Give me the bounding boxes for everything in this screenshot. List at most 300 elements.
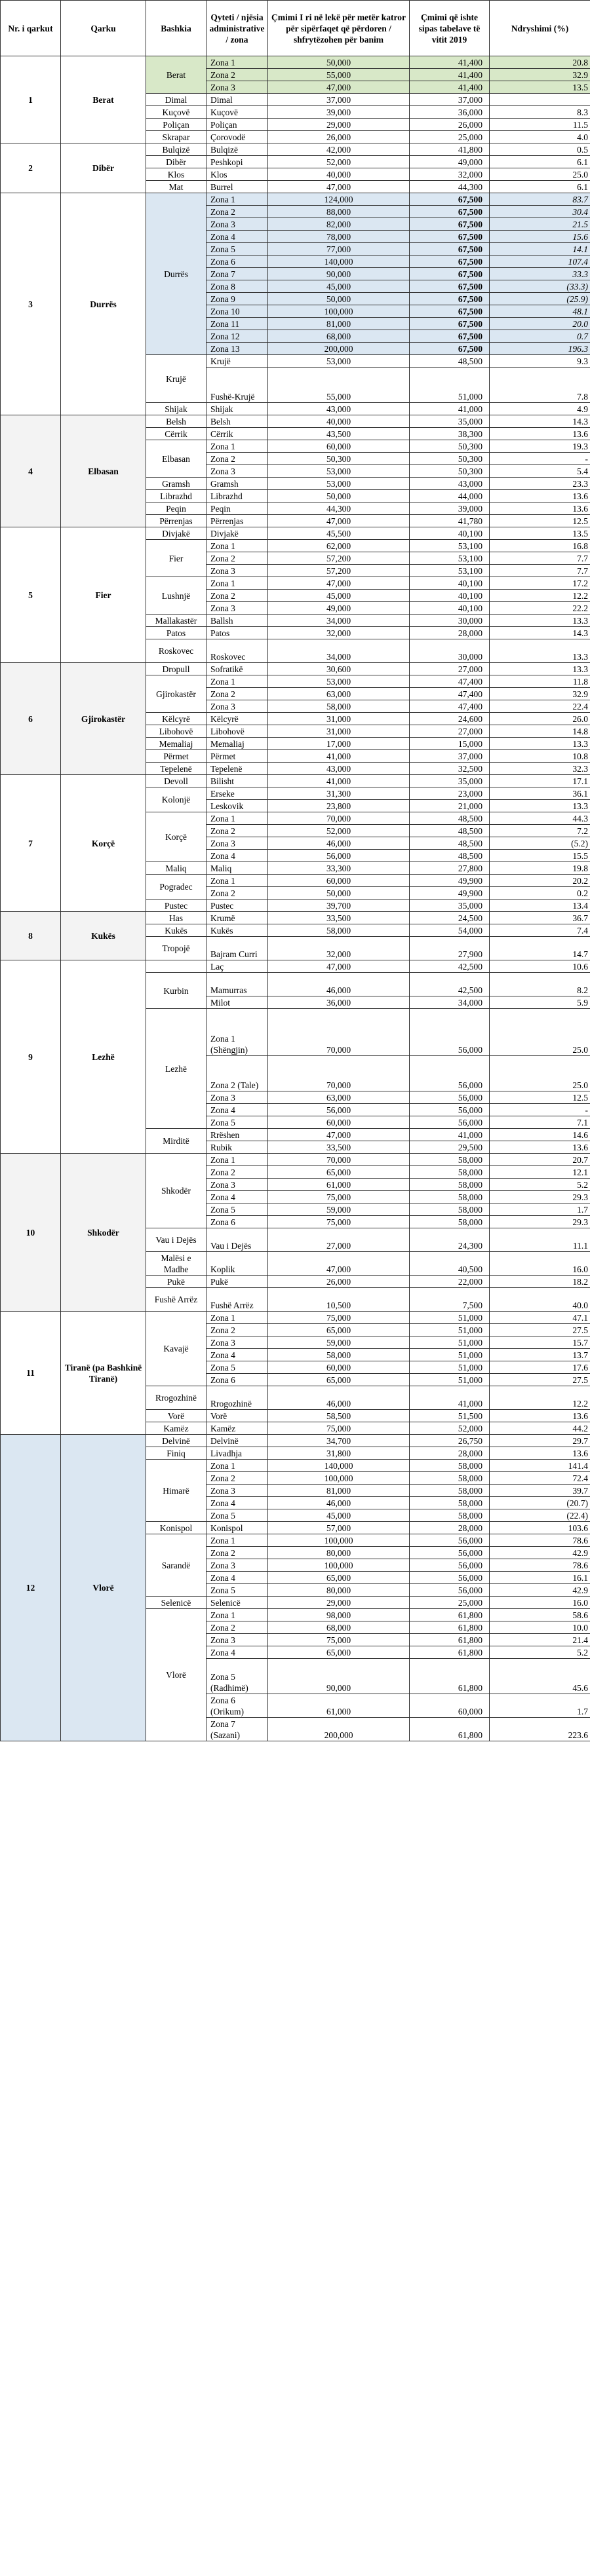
old-price: 56,000 (410, 1559, 490, 1572)
zone-name: Zona 2 (206, 1621, 268, 1634)
change-percent: 14.7 (490, 937, 590, 960)
zone-name: Librazhd (206, 490, 268, 502)
new-price: 75,000 (268, 1312, 410, 1324)
new-price: 59,000 (268, 1203, 410, 1216)
change-percent: 4.9 (490, 403, 590, 415)
change-percent: 13.6 (490, 428, 590, 440)
qark-name: Korçë (61, 775, 146, 912)
municipality-name: Shkodër (146, 1154, 206, 1228)
old-price: 27,000 (410, 663, 490, 675)
old-price: 27,900 (410, 937, 490, 960)
new-price: 65,000 (268, 1166, 410, 1179)
zone-name: Krumë (206, 912, 268, 924)
zone-name: Zona 5 (206, 1203, 268, 1216)
zone-name: Zona 1 (206, 193, 268, 206)
new-price: 23,800 (268, 800, 410, 812)
old-price: 56,000 (410, 1547, 490, 1559)
change-percent: 17.2 (490, 577, 590, 590)
zone-name: Rrëshen (206, 1129, 268, 1141)
municipality-name: Kavajë (146, 1312, 206, 1386)
old-price: 40,100 (410, 602, 490, 615)
new-price: 47,000 (268, 1252, 410, 1276)
old-price: 51,500 (410, 1410, 490, 1422)
change-percent: (25.9) (490, 293, 590, 305)
municipality-name: Mirditë (146, 1129, 206, 1154)
old-price: 67,500 (410, 330, 490, 343)
old-price: 48,500 (410, 825, 490, 837)
change-percent: 15.6 (490, 231, 590, 243)
zone-name: Zona 1 (206, 675, 268, 688)
zone-name: Zona 3 (206, 700, 268, 713)
old-price: 41,400 (410, 69, 490, 81)
qark-number: 4 (1, 415, 61, 527)
table-row (1, 143, 590, 156)
change-percent: 0.2 (490, 887, 590, 900)
change-percent: 11.8 (490, 675, 590, 688)
old-price: 41,400 (410, 81, 490, 94)
new-price: 52,000 (268, 825, 410, 837)
zone-name: Zona 2 (206, 69, 268, 81)
old-price: 28,000 (410, 1522, 490, 1534)
zone-name: Zona 3 (206, 81, 268, 94)
change-percent: 7.2 (490, 825, 590, 837)
zone-name: Zona 5 (206, 1361, 268, 1374)
old-price: 53,100 (410, 565, 490, 577)
change-percent: 20.2 (490, 875, 590, 887)
change-percent: 13.7 (490, 1349, 590, 1361)
old-price: 22,000 (410, 1276, 490, 1288)
change-percent: 16.0 (490, 1252, 590, 1276)
zone-name: Belsh (206, 415, 268, 428)
old-price: 58,000 (410, 1179, 490, 1191)
old-price: 47,400 (410, 688, 490, 700)
qark-name: Dibër (61, 143, 146, 193)
municipality-name: Sarandë (146, 1534, 206, 1597)
zone-name: Zona 2 (206, 590, 268, 602)
change-percent: 16.8 (490, 540, 590, 552)
change-percent: 20.7 (490, 1154, 590, 1166)
zone-name: Zona 1 (206, 1154, 268, 1166)
municipality-name: Peqin (146, 502, 206, 515)
old-price: 30,000 (410, 615, 490, 627)
new-price: 46,000 (268, 1386, 410, 1410)
zone-name: Bajram Curri (206, 937, 268, 960)
municipality-name: Malësi e Madhe (146, 1252, 206, 1276)
change-percent: 18.2 (490, 1276, 590, 1288)
municipality-name: Librazhd (146, 490, 206, 502)
change-percent: - (490, 1104, 590, 1116)
zone-name: Zona 2 (206, 206, 268, 218)
old-price: 25,000 (410, 1597, 490, 1609)
new-price: 78,000 (268, 231, 410, 243)
new-price: 70,000 (268, 1154, 410, 1166)
zone-name: Zona 3 (206, 465, 268, 478)
zone-name: Zona 6 (206, 256, 268, 268)
new-price: 56,000 (268, 850, 410, 862)
new-price: 100,000 (268, 1559, 410, 1572)
municipality-name: Himarë (146, 1460, 206, 1522)
municipality-name: Kurbin (146, 973, 206, 1009)
change-percent: 10.8 (490, 750, 590, 763)
zone-name: Zona 3 (206, 1485, 268, 1497)
zone-name: Erseke (206, 787, 268, 800)
old-price: 48,500 (410, 812, 490, 825)
change-percent: 27.5 (490, 1374, 590, 1386)
municipality-name: Korçë (146, 812, 206, 862)
new-price: 140,000 (268, 256, 410, 268)
zone-name: Zona 2 (206, 825, 268, 837)
new-price: 10,500 (268, 1288, 410, 1312)
new-price: 50,000 (268, 887, 410, 900)
zone-name: Zona 8 (206, 280, 268, 293)
old-price: 51,000 (410, 1312, 490, 1324)
new-price: 45,500 (268, 527, 410, 540)
new-price: 70,000 (268, 1056, 410, 1091)
municipality-name: Delvinë (146, 1435, 206, 1447)
old-price: 35,000 (410, 900, 490, 912)
zone-name: Zona 4 (206, 1349, 268, 1361)
old-price: 41,000 (410, 403, 490, 415)
zone-name: Zona 1 (206, 1534, 268, 1547)
municipality-name: Dropull (146, 663, 206, 675)
zone-name: Zona 4 (206, 1104, 268, 1116)
new-price: 32,000 (268, 627, 410, 639)
zone-name: Çorovodë (206, 131, 268, 143)
change-percent: 7.7 (490, 552, 590, 565)
old-price: 67,500 (410, 268, 490, 280)
new-price: 32,000 (268, 937, 410, 960)
new-price: 39,700 (268, 900, 410, 912)
new-price: 43,500 (268, 428, 410, 440)
old-price: 30,000 (410, 639, 490, 663)
new-price: 200,000 (268, 1718, 410, 1741)
old-price: 51,000 (410, 1361, 490, 1374)
old-price: 67,500 (410, 293, 490, 305)
new-price: 70,000 (268, 812, 410, 825)
change-percent: 39.7 (490, 1485, 590, 1497)
change-percent: 32.9 (490, 69, 590, 81)
old-price: 61,800 (410, 1646, 490, 1659)
old-price: 61,800 (410, 1718, 490, 1741)
new-price: 100,000 (268, 1534, 410, 1547)
new-price: 50,300 (268, 453, 410, 465)
municipality-name: Berat (146, 56, 206, 94)
old-price: 49,000 (410, 156, 490, 168)
old-price: 47,400 (410, 675, 490, 688)
old-price: 26,000 (410, 119, 490, 131)
municipality-name: Kuçovë (146, 106, 206, 119)
change-percent: 19.3 (490, 440, 590, 453)
old-price: 61,800 (410, 1621, 490, 1634)
new-price: 31,000 (268, 713, 410, 725)
qark-number: 10 (1, 1154, 61, 1312)
new-price: 56,000 (268, 1104, 410, 1116)
old-price: 23,000 (410, 787, 490, 800)
header-bashkia: Bashkia (146, 1, 206, 56)
old-price: 58,000 (410, 1166, 490, 1179)
new-price: 80,000 (268, 1547, 410, 1559)
municipality-name: Bulqizë (146, 143, 206, 156)
new-price: 75,000 (268, 1216, 410, 1228)
new-price: 60,000 (268, 875, 410, 887)
new-price: 53,000 (268, 478, 410, 490)
old-price: 32,000 (410, 168, 490, 181)
qark-number: 7 (1, 775, 61, 912)
zone-name: Maliq (206, 862, 268, 875)
table-row (1, 1154, 590, 1166)
zone-name: Përrenjas (206, 515, 268, 527)
change-percent: 16.0 (490, 1597, 590, 1609)
new-price: 43,000 (268, 763, 410, 775)
old-price: 51,000 (410, 1336, 490, 1349)
qark-name: Berat (61, 56, 146, 143)
new-price: 65,000 (268, 1646, 410, 1659)
change-percent: 13.6 (490, 490, 590, 502)
change-percent: 13.6 (490, 1410, 590, 1422)
zone-name: Zona 1 (206, 1609, 268, 1621)
municipality-name: Selenicë (146, 1597, 206, 1609)
municipality-name: Maliq (146, 862, 206, 875)
old-price: 58,000 (410, 1203, 490, 1216)
old-price: 28,000 (410, 1447, 490, 1460)
change-percent: 14.8 (490, 725, 590, 738)
header-new-price: Çmimi I ri në lekë për metër katror për sipërfaqet që përdoren / shfrytëzohen për banim (268, 1, 410, 56)
new-price: 34,000 (268, 615, 410, 627)
change-percent: 12.1 (490, 1166, 590, 1179)
new-price: 63,000 (268, 1091, 410, 1104)
old-price: 52,000 (410, 1422, 490, 1435)
zone-name: Zona 3 (206, 1634, 268, 1646)
change-percent: 48.1 (490, 305, 590, 318)
change-percent: 25.0 (490, 1056, 590, 1091)
header-qarku: Qarku (61, 1, 146, 56)
qark-number: 8 (1, 912, 61, 960)
zone-name: Zona 1 (Shëngjin) (206, 1009, 268, 1056)
zone-name: Zona 11 (206, 318, 268, 330)
qark-number: 1 (1, 56, 61, 143)
new-price: 55,000 (268, 69, 410, 81)
zone-name: Zona 4 (206, 1191, 268, 1203)
old-price: 51,000 (410, 1374, 490, 1386)
old-price: 51,000 (410, 1324, 490, 1336)
municipality-name: Këlcyrë (146, 713, 206, 725)
zone-name: Zona 4 (206, 1572, 268, 1584)
zone-name: Zona 9 (206, 293, 268, 305)
old-price: 58,000 (410, 1460, 490, 1472)
qark-name: Gjirokastër (61, 663, 146, 775)
zone-name: Poliçan (206, 119, 268, 131)
new-price: 47,000 (268, 181, 410, 193)
old-price: 56,000 (410, 1584, 490, 1597)
new-price: 63,000 (268, 688, 410, 700)
change-percent: 27.5 (490, 1324, 590, 1336)
zone-name: Vorë (206, 1410, 268, 1422)
change-percent: 196.3 (490, 343, 590, 355)
change-percent: - (490, 453, 590, 465)
change-percent: 141.4 (490, 1460, 590, 1472)
old-price: 41,400 (410, 56, 490, 69)
old-price: 26,750 (410, 1435, 490, 1447)
new-price: 53,000 (268, 465, 410, 478)
change-percent: 22.4 (490, 700, 590, 713)
zone-name: Zona 3 (206, 565, 268, 577)
change-percent (490, 94, 590, 106)
new-price: 26,000 (268, 131, 410, 143)
header-row (1, 1, 590, 56)
new-price: 47,000 (268, 515, 410, 527)
municipality-name: Skrapar (146, 131, 206, 143)
zone-name: Kamëz (206, 1422, 268, 1435)
new-price: 43,000 (268, 403, 410, 415)
municipality-name: Mat (146, 181, 206, 193)
old-price: 38,300 (410, 428, 490, 440)
new-price: 65,000 (268, 1374, 410, 1386)
new-price: 31,800 (268, 1447, 410, 1460)
zone-name: Zona 1 (206, 875, 268, 887)
table-row (1, 775, 590, 787)
change-percent: 30.4 (490, 206, 590, 218)
zone-name: Zona 2 (206, 453, 268, 465)
table-row (1, 193, 590, 206)
old-price: 58,000 (410, 1485, 490, 1497)
municipality-name: Kolonjë (146, 787, 206, 812)
old-price: 67,500 (410, 206, 490, 218)
change-percent: 6.1 (490, 181, 590, 193)
municipality-name: Libohovë (146, 725, 206, 738)
new-price: 26,000 (268, 1276, 410, 1288)
change-percent: 45.6 (490, 1659, 590, 1694)
zone-name: Këlcyrë (206, 713, 268, 725)
qark-name: Shkodër (61, 1154, 146, 1312)
old-price: 41,800 (410, 143, 490, 156)
old-price: 40,100 (410, 577, 490, 590)
change-percent: 13.3 (490, 639, 590, 663)
zone-name: Zona 4 (206, 1646, 268, 1659)
new-price: 45,000 (268, 590, 410, 602)
new-price: 58,000 (268, 924, 410, 937)
zone-name: Zona 2 (206, 552, 268, 565)
zone-name: Zona 3 (206, 837, 268, 850)
municipality-name: Vau i Dejës (146, 1228, 206, 1252)
zone-name: Fushë-Krujë (206, 368, 268, 403)
zone-name: Zona 7 (Sazani) (206, 1718, 268, 1741)
municipality-name: Has (146, 912, 206, 924)
change-percent: (20.7) (490, 1497, 590, 1509)
old-price: 61,800 (410, 1659, 490, 1694)
qark-number: 6 (1, 663, 61, 775)
zone-name: Zona 3 (206, 1336, 268, 1349)
change-percent: 33.3 (490, 268, 590, 280)
change-percent: 107.4 (490, 256, 590, 268)
zone-name: Rrogozhinë (206, 1386, 268, 1410)
municipality-name: Fushë Arrëz (146, 1288, 206, 1312)
old-price: 58,000 (410, 1509, 490, 1522)
municipality-name: Vlorë (146, 1609, 206, 1741)
old-price: 61,800 (410, 1634, 490, 1646)
zone-name: Shijak (206, 403, 268, 415)
change-percent: 13.6 (490, 502, 590, 515)
change-percent: 12.2 (490, 590, 590, 602)
old-price: 24,600 (410, 713, 490, 725)
zone-name: Zona 2 (Tale) (206, 1056, 268, 1091)
new-price: 33,500 (268, 1141, 410, 1154)
old-price: 48,500 (410, 355, 490, 368)
zone-name: Zona 13 (206, 343, 268, 355)
zone-name: Zona 2 (206, 1472, 268, 1485)
change-percent: 8.2 (490, 973, 590, 996)
zone-name: Përmet (206, 750, 268, 763)
change-percent: (22.4) (490, 1509, 590, 1522)
old-price: 67,500 (410, 318, 490, 330)
zone-name: Delvinë (206, 1435, 268, 1447)
zone-name: Konispol (206, 1522, 268, 1534)
municipality-name: Kukës (146, 924, 206, 937)
old-price: 50,300 (410, 465, 490, 478)
old-price: 67,500 (410, 218, 490, 231)
change-percent: 25.0 (490, 1009, 590, 1056)
new-price: 45,000 (268, 1509, 410, 1522)
municipality-name: Patos (146, 627, 206, 639)
new-price: 90,000 (268, 1659, 410, 1694)
qark-number: 5 (1, 527, 61, 663)
qark-name: Tiranë (pa Bashkinë Tiranë) (61, 1312, 146, 1435)
new-price: 30,600 (268, 663, 410, 675)
header-zone: Qyteti / njësia administrative / zona (206, 1, 268, 56)
change-percent: 13.5 (490, 527, 590, 540)
new-price: 40,000 (268, 415, 410, 428)
new-price: 46,000 (268, 973, 410, 996)
old-price: 49,900 (410, 887, 490, 900)
change-percent: 58.6 (490, 1609, 590, 1621)
municipality-name: Devoll (146, 775, 206, 787)
old-price: 49,900 (410, 875, 490, 887)
zone-name: Zona 1 (206, 540, 268, 552)
change-percent: 44.3 (490, 812, 590, 825)
change-percent: 17.1 (490, 775, 590, 787)
new-price: 39,000 (268, 106, 410, 119)
zone-name: Zona 2 (206, 1324, 268, 1336)
new-price: 70,000 (268, 1009, 410, 1056)
old-price: 35,000 (410, 775, 490, 787)
new-price: 57,000 (268, 1522, 410, 1534)
new-price: 140,000 (268, 1460, 410, 1472)
old-price: 39,000 (410, 502, 490, 515)
old-price: 67,500 (410, 343, 490, 355)
old-price: 41,000 (410, 1129, 490, 1141)
zone-name: Libohovë (206, 725, 268, 738)
zone-name: Zona 7 (206, 268, 268, 280)
new-price: 75,000 (268, 1422, 410, 1435)
new-price: 53,000 (268, 355, 410, 368)
change-percent: 23.3 (490, 478, 590, 490)
new-price: 41,000 (268, 775, 410, 787)
old-price: 58,000 (410, 1472, 490, 1485)
municipality-name: Tepelenë (146, 763, 206, 775)
change-percent: 72.4 (490, 1472, 590, 1485)
new-price: 40,000 (268, 168, 410, 181)
qark-number: 3 (1, 193, 61, 415)
old-price: 53,100 (410, 540, 490, 552)
municipality-name: Roskovec (146, 639, 206, 663)
new-price: 47,000 (268, 577, 410, 590)
change-percent: 5.4 (490, 465, 590, 478)
new-price: 31,300 (268, 787, 410, 800)
zone-name: Zona 4 (206, 850, 268, 862)
new-price: 46,000 (268, 1497, 410, 1509)
change-percent: 14.3 (490, 627, 590, 639)
change-percent: 10.6 (490, 960, 590, 973)
change-percent: 13.3 (490, 615, 590, 627)
